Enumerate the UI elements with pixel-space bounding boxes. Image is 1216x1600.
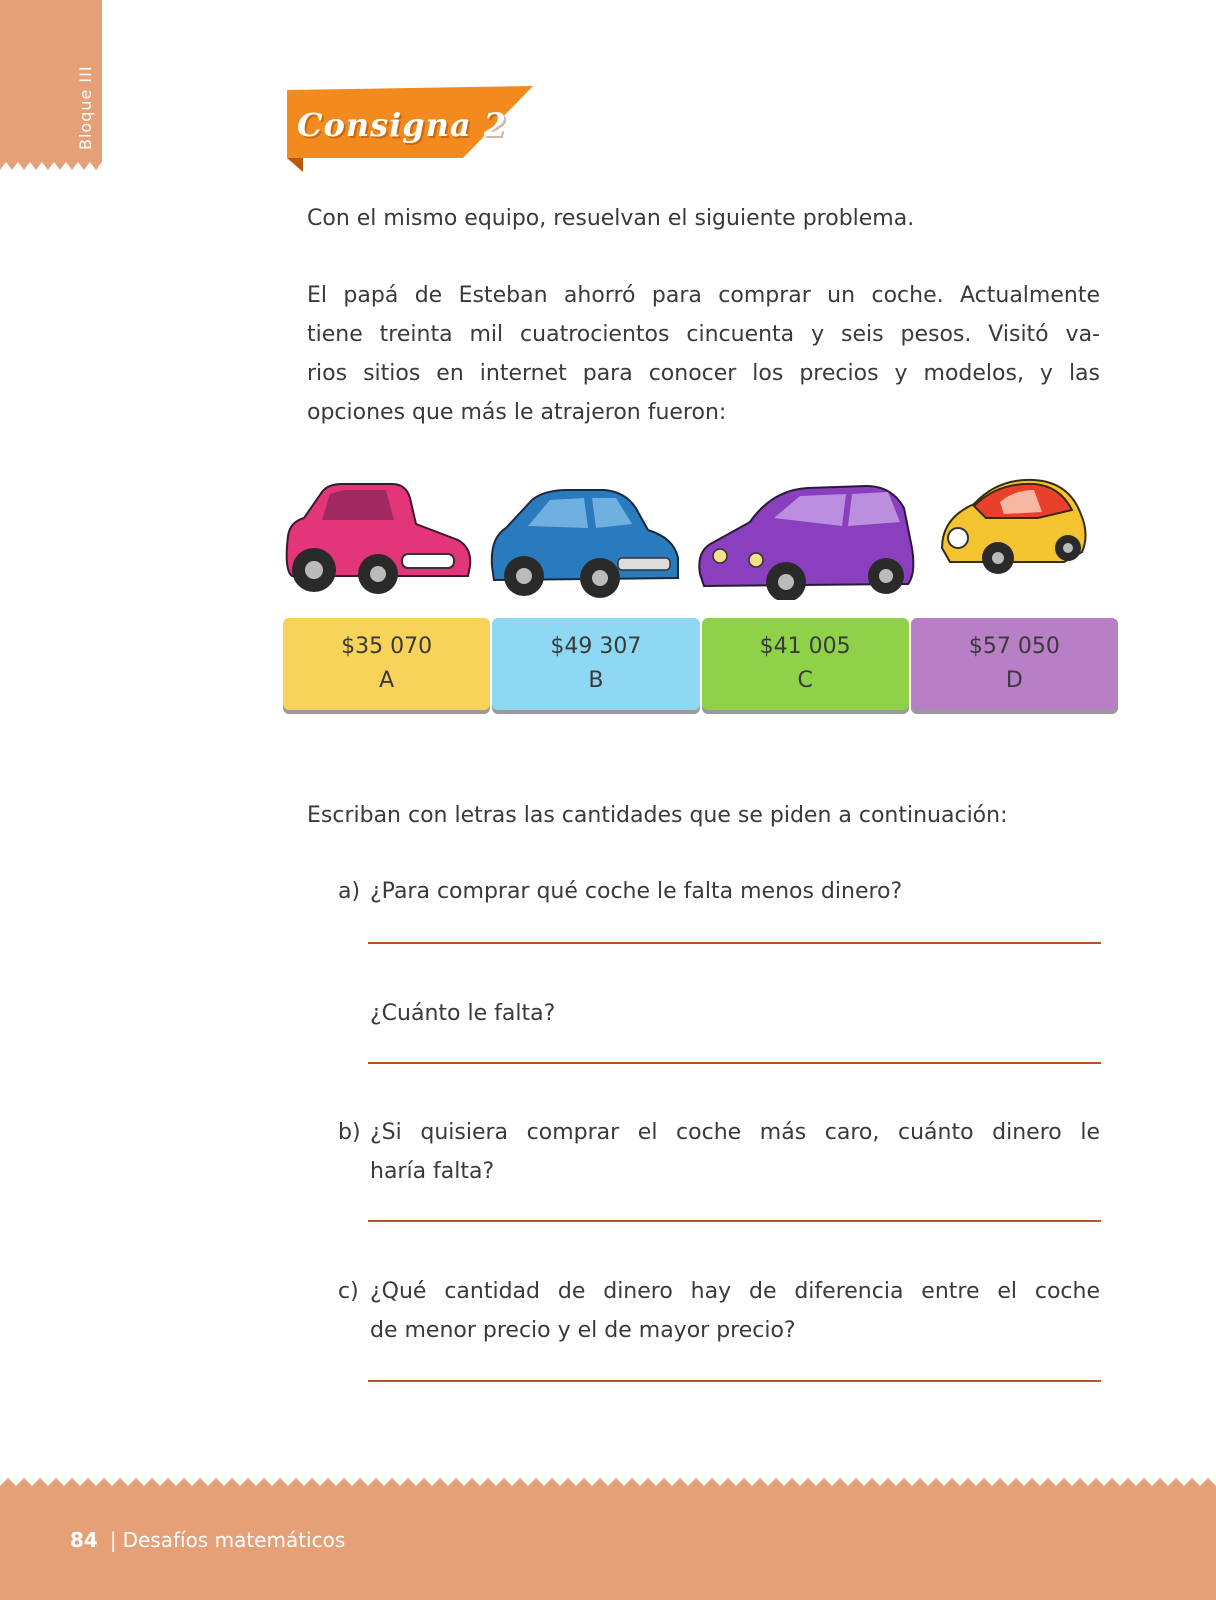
price-box-a bbox=[283, 618, 490, 710]
instruction-text: Escriban con letras las cantidades que se piden a continuación: bbox=[307, 803, 1008, 828]
price-box-c bbox=[702, 618, 909, 710]
price-letter: C bbox=[797, 668, 813, 693]
answer-line-a[interactable] bbox=[368, 942, 1101, 944]
footer-separator: | bbox=[109, 1528, 117, 1552]
price-box-d bbox=[911, 618, 1118, 710]
footer bbox=[70, 1528, 345, 1552]
question-c-marker: c) bbox=[338, 1279, 359, 1304]
car-a-image bbox=[287, 484, 471, 594]
problem-line: opciones que más le atrajeron fueron: bbox=[307, 400, 727, 425]
problem-line: rios sitios en internet para conocer los precios y modelos, y las bbox=[307, 361, 1100, 386]
question-c-line: de menor precio y el de mayor precio? bbox=[370, 1318, 796, 1343]
problem-line: tiene treinta mil cuatrocientos cincuenta y seis pesos. Visitó va- bbox=[307, 322, 1100, 347]
question-c-line: ¿Qué cantidad de dinero hay de diferencia entre el coche bbox=[370, 1279, 1100, 1304]
question-a-marker: a) bbox=[338, 879, 361, 904]
answer-line-b[interactable] bbox=[368, 1220, 1101, 1222]
answer-line-a2[interactable] bbox=[368, 1062, 1101, 1064]
footer-zigzag bbox=[0, 1474, 1216, 1496]
price-amount: $49 307 bbox=[550, 634, 642, 659]
problem-line: El papá de Esteban ahorró para comprar un coche. Actualmente bbox=[307, 283, 1100, 308]
side-tab-zigzag bbox=[0, 158, 102, 174]
cars-illustration bbox=[282, 478, 1114, 600]
book-title: Desafíos matemáticos bbox=[122, 1528, 346, 1552]
question-b-line: haría falta? bbox=[370, 1159, 495, 1184]
price-letter: D bbox=[1005, 668, 1023, 693]
price-table bbox=[283, 618, 1120, 714]
price-amount: $41 005 bbox=[759, 634, 851, 659]
price-box-b bbox=[492, 618, 699, 710]
page-title: Consigna 2 bbox=[297, 106, 508, 144]
price-letter: A bbox=[379, 668, 395, 693]
price-letter: B bbox=[588, 668, 604, 693]
car-c-image bbox=[699, 486, 913, 600]
price-amount: $35 070 bbox=[341, 634, 433, 659]
price-amount: $57 050 bbox=[968, 634, 1060, 659]
question-b-line: ¿Si quisiera comprar el coche más caro, cuánto dinero le bbox=[370, 1120, 1100, 1145]
question-a-sub: ¿Cuánto le falta? bbox=[370, 1001, 556, 1026]
answer-line-c[interactable] bbox=[368, 1380, 1101, 1382]
question-a-text: ¿Para comprar qué coche le falta menos dinero? bbox=[370, 879, 903, 904]
page-number: 84 bbox=[70, 1528, 98, 1552]
block-label: Bloque III bbox=[76, 65, 95, 150]
car-d-image bbox=[942, 480, 1086, 574]
question-b-marker: b) bbox=[338, 1120, 361, 1145]
question-b-text bbox=[370, 1113, 1100, 1191]
intro-text: Con el mismo equipo, resuelvan el siguiente problema. bbox=[307, 206, 915, 231]
car-b-image bbox=[492, 490, 678, 598]
problem-paragraph bbox=[307, 276, 1100, 432]
question-c-text bbox=[370, 1272, 1100, 1350]
